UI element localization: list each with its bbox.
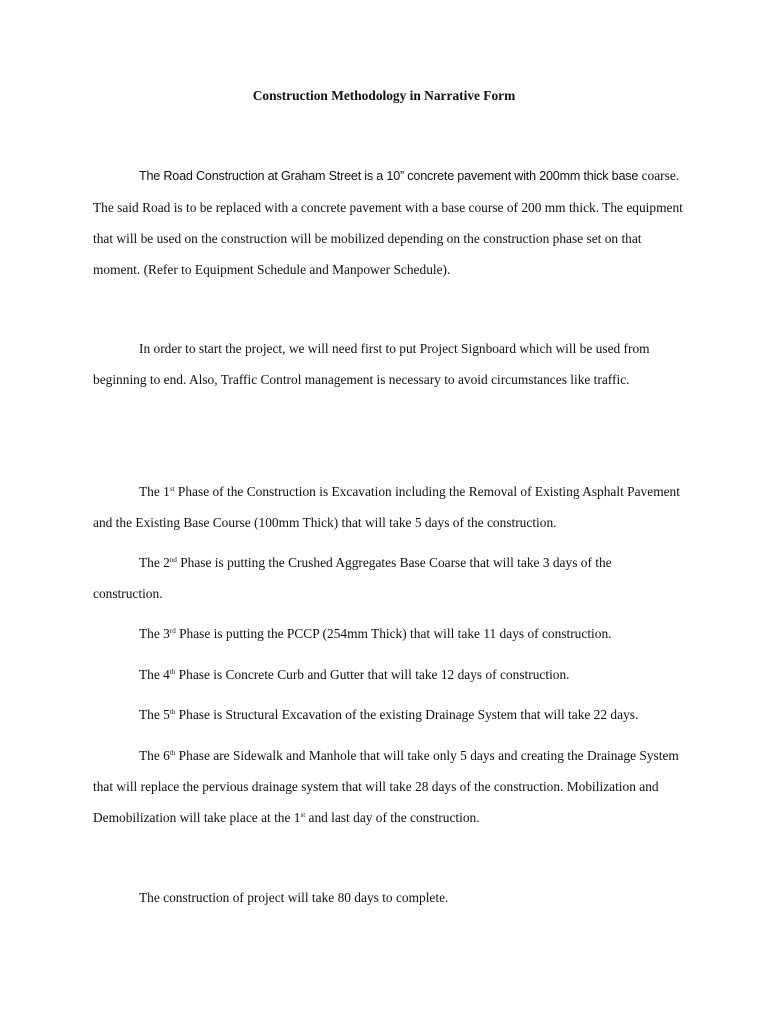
phase-2-post: Phase is putting the Crushed Aggregates Base Coarse that will take 3 days of the construction. bbox=[93, 555, 612, 601]
paragraph-intro-first-line: The Road Construction at Graham Street is a 10” concrete pavement with 200mm thick base bbox=[139, 169, 639, 183]
paragraph-intro bbox=[93, 160, 683, 285]
paragraph-phase-1 bbox=[93, 476, 683, 538]
paragraph-conclusion-text: The construction of project will take 80 days to complete. bbox=[139, 890, 449, 905]
phase-6-mid: Phase are Sidewalk and Manhole that will take only 5 days and creating the Drainage System that will replace the pervious drainage system that will take 28 days of the construction. Mobilization and Demobilization will take place at the 1 bbox=[93, 748, 679, 825]
paragraph-start-text: In order to start the project, we will need first to put Project Signboard which will be used from beginning to end. Also, Traffic Control management is necessary to avoid circumstances like traffic. bbox=[93, 341, 650, 387]
phase-1-sup: st bbox=[169, 485, 175, 493]
phase-3-post: Phase is putting the PCCP (254mm Thick) that will take 11 days of construction. bbox=[175, 626, 612, 641]
paragraph-phase-2 bbox=[93, 547, 683, 609]
phase-6-post: and last day of the construction. bbox=[305, 810, 480, 825]
phase-5-post: Phase is Structural Excavation of the existing Drainage System that will take 22 days. bbox=[175, 707, 639, 722]
phase-4-pre: The 4 bbox=[139, 667, 170, 682]
paragraph-phase-5 bbox=[93, 699, 683, 730]
paragraph-phase-6 bbox=[93, 740, 683, 833]
phase-3-pre: The 3 bbox=[139, 626, 170, 641]
phase-3-sup: rd bbox=[169, 627, 176, 635]
paragraph-intro-rest: coarse. The said Road is to be replaced with a concrete pavement with a base course of 200 mm thick. The equipment that will be used on the construction will be mobilized depending on the construction phase set on that moment. (Refer to Equipment Schedule and Manpower Schedule). bbox=[93, 168, 683, 277]
phase-2-sup: nd bbox=[169, 556, 177, 564]
phase-1-post: Phase of the Construction is Excavation including the Removal of Existing Asphalt Pavement and the Existing Base Course (100mm Thick) that will take 5 days of the construction. bbox=[93, 484, 680, 530]
document-title: Construction Methodology in Narrative Form bbox=[252, 88, 516, 103]
phase-6-sup: th bbox=[169, 749, 176, 757]
phase-4-post: Phase is Concrete Curb and Gutter that will take 12 days of construction. bbox=[175, 667, 570, 682]
phase-5-pre: The 5 bbox=[139, 707, 170, 722]
phase-6-sup-2: st bbox=[300, 811, 306, 819]
phase-5-sup: th bbox=[169, 708, 176, 716]
paragraph-conclusion bbox=[93, 882, 683, 913]
paragraph-phase-3 bbox=[93, 618, 683, 649]
phase-4-sup: th bbox=[169, 668, 176, 676]
phase-6-pre: The 6 bbox=[139, 748, 170, 763]
paragraph-start bbox=[93, 333, 683, 395]
phase-2-pre: The 2 bbox=[139, 555, 170, 570]
paragraph-phase-4 bbox=[93, 659, 683, 690]
phase-1-pre: The 1 bbox=[139, 484, 170, 499]
